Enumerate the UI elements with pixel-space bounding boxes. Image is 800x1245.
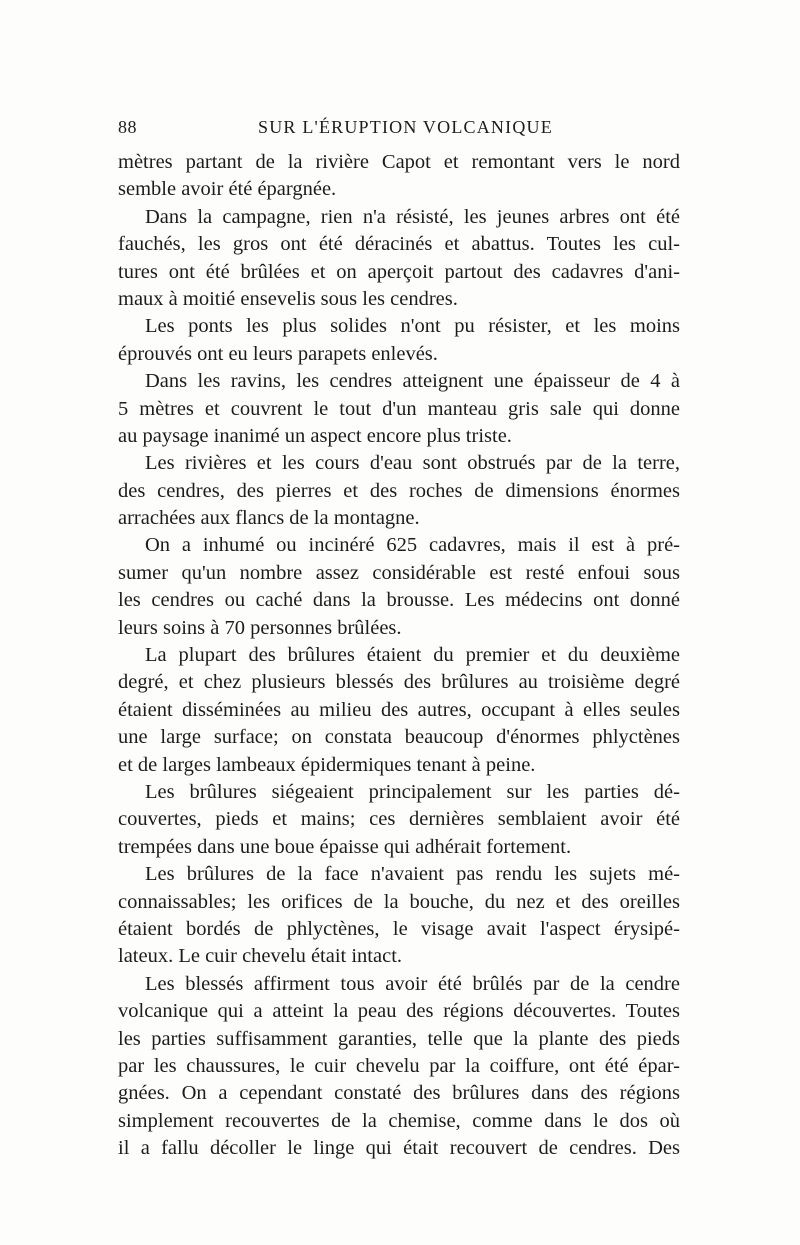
text-line: On a inhumé ou incinéré 625 cadavres, mais il est à pré- [145, 534, 680, 557]
text-line: Les ponts les plus solides n'ont pu résister, et les moins [145, 315, 680, 338]
text-line: mètres partant de la rivière Capot et remontant vers le nord [118, 151, 680, 173]
text-line: Dans les ravins, les cendres atteignent une épaisseur de 4 à [145, 370, 680, 393]
text-line: simplement recouvertes de la chemise, comme dans le dos où [118, 1109, 680, 1132]
text-line: éprouvés ont eu leurs parapets enlevés. [118, 342, 438, 365]
text-line: lateux. Le cuir chevelu était intact. [118, 945, 403, 968]
text-line: Les brûlures siégeaient principalement sur les parties dé- [145, 780, 680, 803]
text-line: Les blessés affirment tous avoir été brûlés par de la cendre [145, 972, 680, 995]
text-line: Les rivières et les cours d'eau sont obstrués par de la terre, [145, 452, 680, 475]
text-line: Dans la campagne, rien n'a résisté, les jeunes arbres ont été [145, 205, 680, 228]
text-line: étaient bordés de phlyctènes, le visage avait l'aspect érysipé- [118, 917, 680, 940]
text-line: gnées. On a cependant constaté des brûlures dans des régions [118, 1082, 680, 1105]
body-text [118, 149, 680, 1162]
text-line: trempées dans une boue épaisse qui adhérait fortement. [118, 835, 572, 858]
text-line: tures ont été brûlées et on aperçoit partout des cadavres d'ani- [118, 260, 680, 283]
text-line: arrachées aux flancs de la montagne. [118, 507, 420, 530]
running-title: SUR L'ÉRUPTION VOLCANIQUE [258, 117, 553, 137]
text-line: degré, et chez plusieurs blessés des brûlures au troisième degré [118, 671, 680, 694]
text-line: des cendres, des pierres et des roches de dimensions énormes [118, 479, 680, 502]
page-number: 88 [118, 117, 137, 137]
text-line: étaient disséminées au milieu des autres, occupant à elles seules [118, 698, 680, 721]
text-line: 5 mètres et couvrent le tout d'un manteau gris sale qui donne [118, 397, 680, 420]
text-line: Les brûlures de la face n'avaient pas rendu les sujets mé- [145, 863, 680, 886]
text-line: les parties suffisamment garanties, telle que la plante des pieds [118, 1027, 680, 1050]
running-head [118, 117, 680, 143]
text-line: volcanique qui a atteint la peau des régions découvertes. Toutes [118, 1000, 680, 1023]
text-line: une large surface; on constata beaucoup d'énormes phlyctènes [118, 726, 680, 749]
text-line: semble avoir été épargnée. [118, 178, 337, 201]
text-line: et de larges lambeaux épidermiques tenant à peine. [118, 753, 536, 776]
text-line: les cendres ou caché dans la brousse. Les médecins ont donné [118, 589, 680, 612]
text-line: La plupart des brûlures étaient du premier et du deuxième [145, 644, 680, 667]
text-line: par les chaussures, le cuir chevelu par la coiffure, ont été épar- [118, 1054, 680, 1077]
text-line: au paysage inanimé un aspect encore plus triste. [118, 424, 512, 447]
text-line: leurs soins à 70 personnes brûlées. [118, 616, 402, 639]
text-line: sumer qu'un nombre assez considérable est resté enfoui sous [118, 561, 680, 584]
text-line: fauchés, les gros ont été déracinés et abattus. Toutes les cul- [118, 233, 680, 256]
text-line: il a fallu décoller le linge qui était recouvert de cendres. Des [118, 1137, 680, 1160]
text-line: couvertes, pieds et mains; ces dernières semblaient avoir été [118, 808, 680, 831]
text-line: connaissables; les orifices de la bouche, du nez et des oreilles [118, 890, 680, 913]
text-line: maux à moitié ensevelis sous les cendres. [118, 287, 458, 310]
